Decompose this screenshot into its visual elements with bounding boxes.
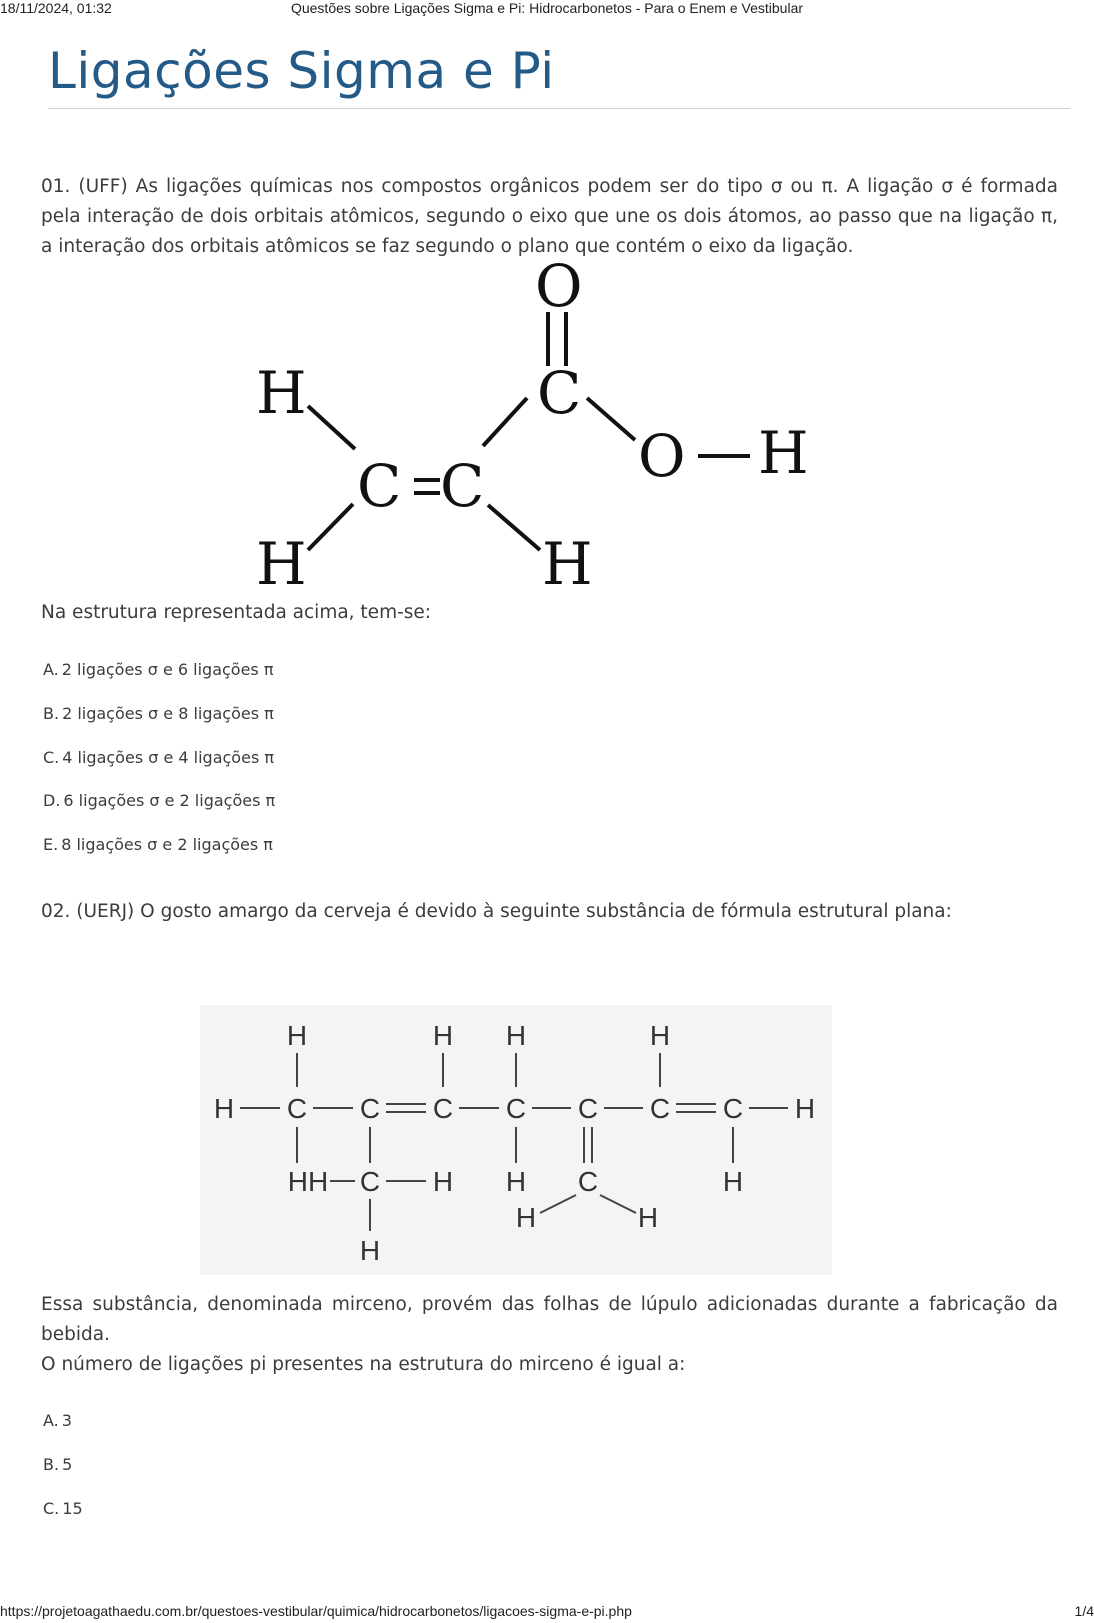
question-1-text: 01. (UFF) As ligações químicas nos compostos orgânicos podem ser do tipo σ ou π. A ligação σ é formada pela interação de dois orbitais atômicos, segundo o eixo que une os dois átomos, ao passo que na ligação π, a interação dos orbitais atômicos se faz segundo o plano que contém o eixo da ligação. [41,176,1058,257]
q1-option-b[interactable] [43,704,274,723]
atom-h-hydroxyl: H [758,419,809,487]
option-text: 15 [62,1499,83,1518]
question-2-prompt: O número de ligações pi presentes na estrutura do mirceno é igual a: [41,1354,686,1375]
atom-h-bottom-right: H [542,530,593,598]
option-letter: A. [43,1411,59,1430]
h-methylene-left: H [515,1202,537,1233]
h-bottom-4: H [505,1166,527,1197]
atom-o-hydroxyl: O [638,422,686,490]
q2-option-c[interactable] [43,1499,83,1518]
atom-c-carbonyl: C [537,359,582,427]
option-text: 6 ligações σ e 2 ligações π [63,791,276,810]
question-1-prompt: Na estrutura representada acima, tem-se: [41,602,432,623]
option-text: 5 [62,1455,73,1474]
q1-option-a[interactable] [43,660,273,679]
h-bottom-7: H [722,1166,744,1197]
print-page-number: 1/4 [1074,1603,1094,1619]
atom-h-bottom-left: H [256,530,307,598]
myrcene-structure [200,1005,832,1275]
option-text: 4 ligações σ e 4 ligações π [62,748,274,767]
h-branch-bottom: H [359,1235,381,1266]
c-chain-2: C [359,1093,381,1124]
hh-bottom: HH [287,1166,329,1197]
c-methylene: C [577,1166,599,1197]
q2-option-a[interactable] [43,1411,72,1430]
print-page-title: Questões sobre Ligações Sigma e Pi: Hidrocarbonetos - Para o Enem e Vestibular [290,0,804,16]
option-text: 8 ligações σ e 2 ligações π [61,835,273,854]
h-top-4: H [649,1020,671,1051]
h-top-1: H [286,1020,308,1051]
option-text: 2 ligações σ e 6 ligações π [61,660,274,679]
h-branch-right: H [432,1166,454,1197]
q1-option-e[interactable] [43,835,273,854]
option-letter: E. [43,835,59,854]
c-chain-3: C [432,1093,454,1124]
c-chain-4: C [505,1093,527,1124]
h-top-2: H [432,1020,454,1051]
option-letter: C. [43,748,60,767]
title-divider [48,108,1070,109]
question-2-description: Essa substância, denominada mirceno, provém das folhas de lúpulo adicionadas durante a fabricação da bebida. [41,1294,1058,1345]
c-chain-5: C [577,1093,599,1124]
option-letter: B. [43,704,60,723]
q1-option-c[interactable] [43,748,274,767]
option-text: 3 [61,1411,72,1430]
c-chain-6: C [649,1093,671,1124]
option-letter: B. [43,1455,60,1474]
option-letter: C. [43,1499,60,1518]
atom-h-top-left: H [256,359,307,427]
h-top-3: H [505,1020,527,1051]
h-methylene-right: H [637,1202,659,1233]
acrylic-acid-structure [250,258,830,598]
option-letter: D. [43,791,61,810]
page-title: Ligações Sigma e Pi [48,42,555,100]
atom-c-left: C [357,452,402,520]
print-url: https://projetoagathaedu.com.br/questoes-vestibular/quimica/hidrocarbonetos/ligacoes-sigma-e-pi.php [0,1603,632,1619]
c-branch: C [359,1166,381,1197]
option-text: 2 ligações σ e 8 ligações π [62,704,274,723]
print-datetime: 18/11/2024, 01:32 [0,0,112,16]
question-2-text: 02. (UERJ) O gosto amargo da cerveja é devido à seguinte substância de fórmula estrutural plana: [41,901,952,922]
q1-option-d[interactable] [43,791,275,810]
c-chain-1: C [286,1093,308,1124]
q2-option-b[interactable] [43,1455,72,1474]
c-chain-7: C [722,1093,744,1124]
h-chain-left: H [213,1093,235,1124]
atom-o-top: O [535,258,583,320]
atom-c-right: C [440,452,485,520]
h-chain-right: H [794,1093,816,1124]
option-letter: A. [43,660,59,679]
